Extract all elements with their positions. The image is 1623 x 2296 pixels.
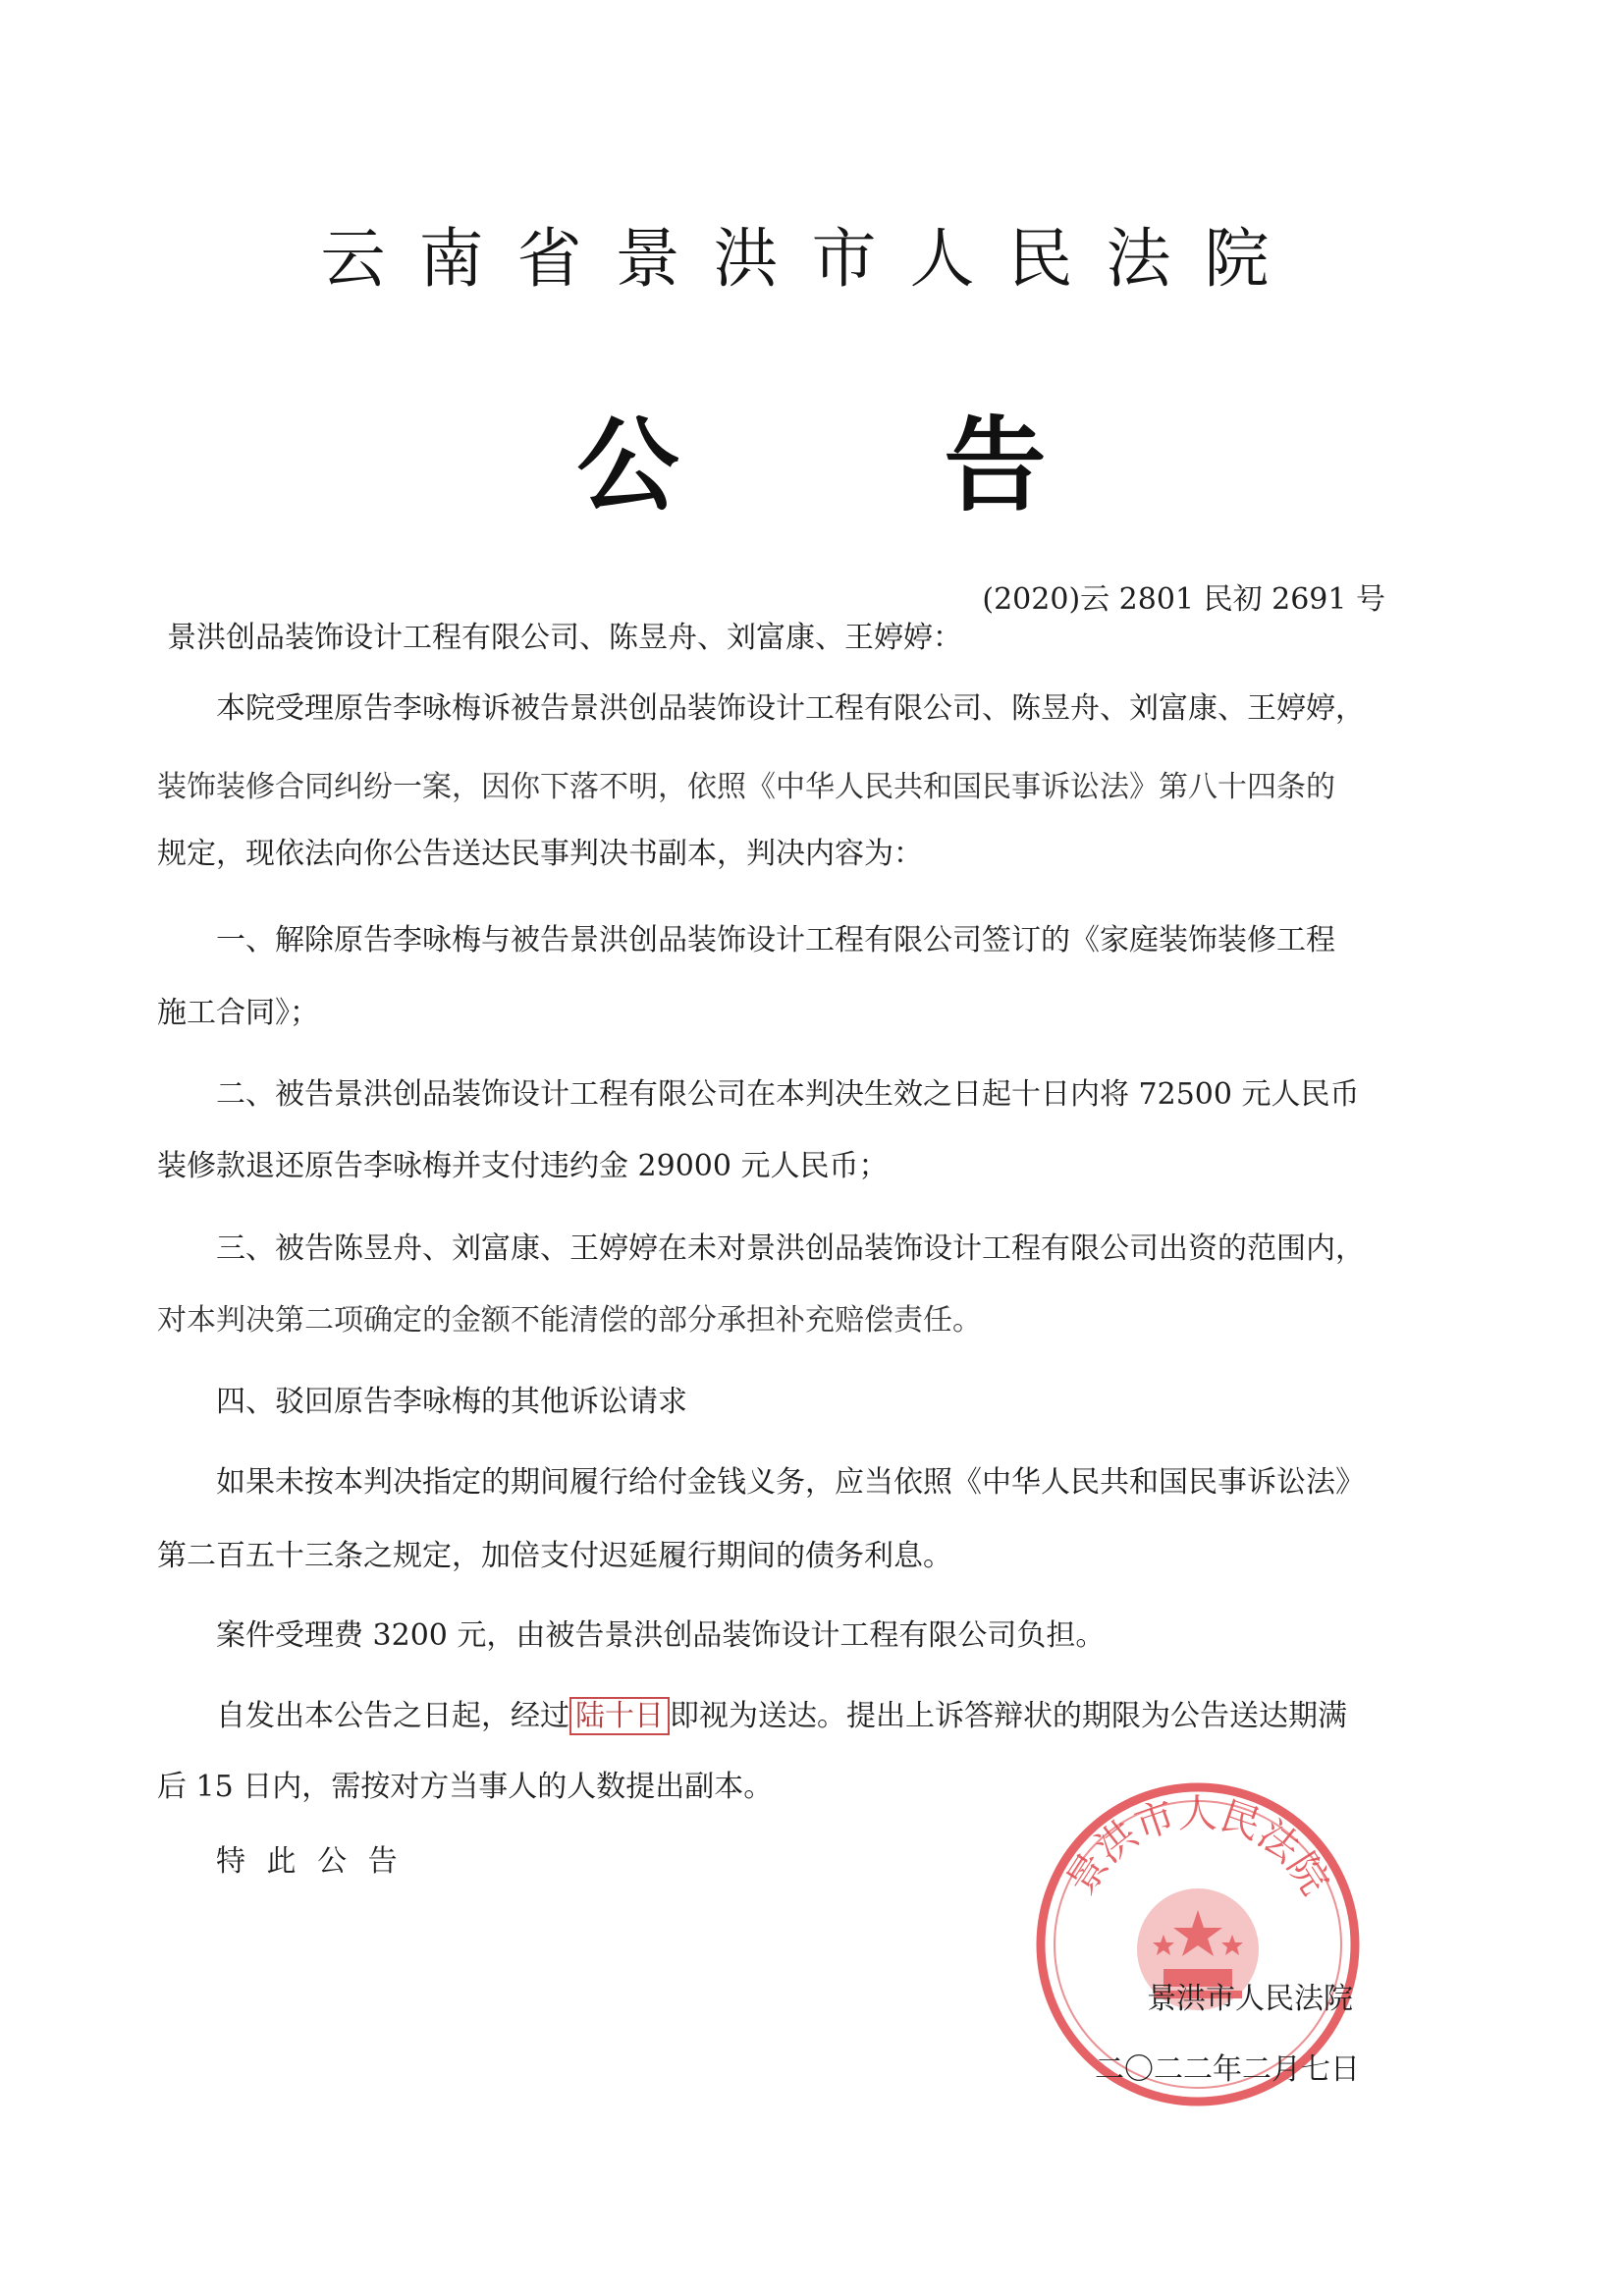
item-4: 四、驳回原告李咏梅的其他诉讼请求 <box>216 1385 687 1419</box>
signature-court: 景洪市人民法院 <box>1147 1982 1353 2016</box>
title-char-1: 公 <box>576 406 679 525</box>
service-line-1 <box>216 1697 1347 1736</box>
seal-text: 景洪市人民法院 <box>1057 1791 1338 1903</box>
document-title <box>0 383 1623 530</box>
closing-phrase: 特 此 公 告 <box>216 1844 404 1879</box>
case-number: (2020)云 2801 民初 2691 号 <box>982 582 1385 617</box>
item-1-line-2: 施工合同》； <box>157 996 319 1030</box>
intro-line-1: 本院受理原告李咏梅诉被告景洪创品装饰设计工程有限公司、陈昱舟、刘富康、王婷婷， <box>216 691 1365 726</box>
court-name: 云南省景洪市人民法院 <box>320 221 1303 297</box>
item-3-line-2: 对本判决第二项确定的金额不能清偿的部分承担补充赔偿责任。 <box>157 1303 982 1338</box>
intro-line-3: 规定，现依法向你公告送达民事判决书副本，判决内容为： <box>157 837 923 871</box>
service-line-1a: 自发出本公告之日起，经过 <box>216 1699 569 1733</box>
intro-line-2: 装饰装修合同纠纷一案，因你下落不明，依照《中华人民共和国民事诉讼法》第八十四条的 <box>157 770 1335 804</box>
item-1-line-1: 一、解除原告李咏梅与被告景洪创品装饰设计工程有限公司签订的《家庭装饰装修工程 <box>216 923 1335 957</box>
item-2-line-1: 二、被告景洪创品装饰设计工程有限公司在本判决生效之日起十日内将 72500 元人民币 <box>216 1077 1360 1112</box>
title-char-2: 告 <box>944 406 1047 525</box>
handwritten-correction: 陆十日 <box>569 1697 670 1735</box>
item-3-line-1: 三、被告陈昱舟、刘富康、王婷婷在未对景洪创品装饰设计工程有限公司出资的范围内， <box>216 1231 1365 1266</box>
notice-line-2: 第二百五十三条之规定，加倍支付迟延履行期间的债务利息。 <box>157 1539 952 1573</box>
notice-line-1: 如果未按本判决指定的期间履行给付金钱义务，应当依照《中华人民共和国民事诉讼法》 <box>216 1465 1365 1500</box>
item-2-line-2: 装修款退还原告李咏梅并支付违约金 29000 元人民币； <box>157 1149 889 1183</box>
service-line-1c: 即视为送达。提出上诉答辩状的期限为公告送达期满 <box>670 1699 1347 1733</box>
fee-line: 案件受理费 3200 元，由被告景洪创品装饰设计工程有限公司负担。 <box>216 1618 1106 1653</box>
service-line-2: 后 15 日内，需按对方当事人的人数提出副本。 <box>157 1770 774 1804</box>
signature-date: 二〇二二年二月七日 <box>1095 2052 1360 2087</box>
svg-text:景洪市人民法院 <box>1058 1791 1337 1902</box>
addressee: 景洪创品装饰设计工程有限公司、陈昱舟、刘富康、王婷婷： <box>167 621 962 655</box>
